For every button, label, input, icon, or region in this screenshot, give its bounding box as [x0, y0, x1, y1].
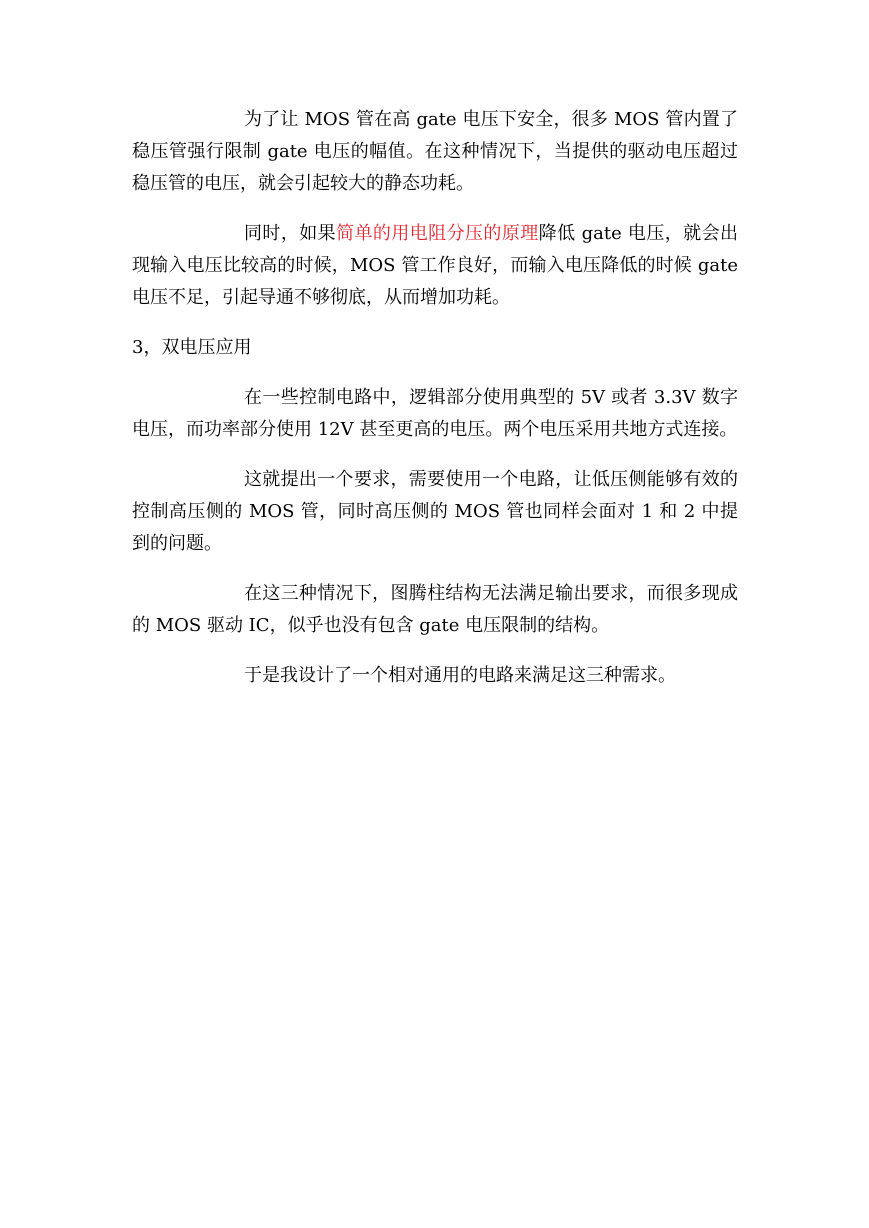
paragraph-requirement: 这就提出一个要求，需要使用一个电路，让低压侧能够有效的控制高压侧的 MOS 管，同时高压侧的 MOS 管也同样会面对 1 和 2 中提到的问题。 [132, 469, 738, 554]
resistor-divider-link[interactable]: 简单的用电阻分压的原理 [336, 223, 539, 244]
paragraph-resistor-divider-lead: 同时，如果 [244, 223, 337, 244]
paragraph-conclusion: 于是我设计了一个相对通用的电路来满足这三种需求。 [244, 665, 676, 686]
paragraph-totem-pole: 在这三种情况下，图腾柱结构无法满足输出要求，而很多现成的 MOS 驱动 IC，似乎也没有包含 gate 电压限制的结构。 [132, 583, 738, 636]
paragraph-zener-limit: 为了让 MOS 管在高 gate 电压下安全，很多 MOS 管内置了稳压管强行限制 gate 电压的幅值。在这种情况下，当提供的驱动电压超过稳压管的电压，就会引起较大的静态功耗。 [132, 109, 738, 194]
section-heading-dual-voltage: 3，双电压应用 [132, 337, 252, 358]
paragraph-dual-voltage: 在一些控制电路中，逻辑部分使用典型的 5V 或者 3.3V 数字电压，而功率部分使用 12V 甚至更高的电压。两个电压采用共地方式连接。 [132, 387, 738, 440]
paragraph-resistor-divider-rest: 降低 gate 电压，就会出现输入电压比较高的时候，MOS 管工作良好，而输入电压降低的时候 gate 电压不足，引起导通不够彻底，从而增加功耗。 [132, 223, 739, 308]
document-body [132, 104, 738, 710]
paragraph-resistor-divider [132, 218, 738, 314]
